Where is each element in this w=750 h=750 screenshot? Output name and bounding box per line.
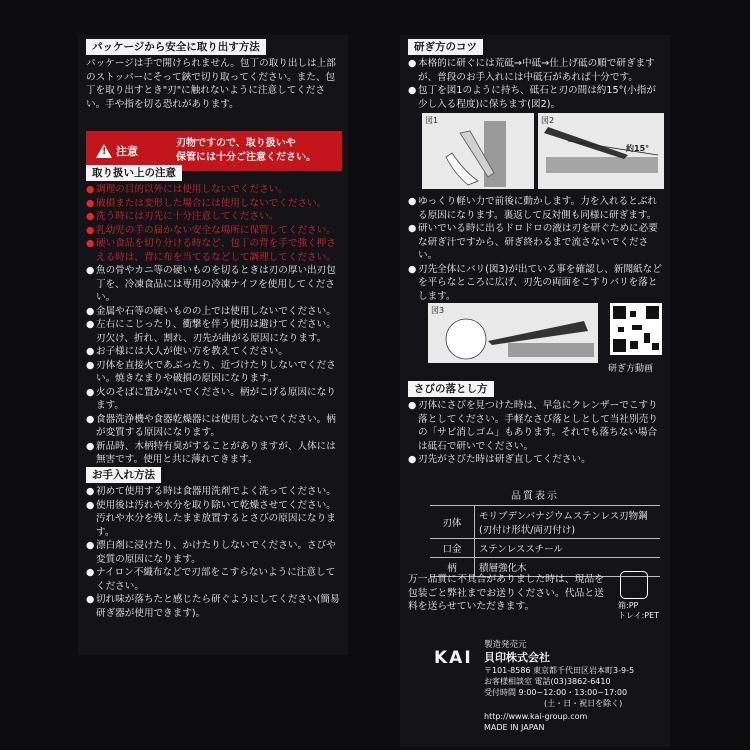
- table-row: 柄 積層強化木: [430, 558, 660, 577]
- list-item: ● 包丁を図1のように持ち、砥石と刃の間は約15°(小指が少し入る程度)に保ちます(図2)。: [408, 85, 656, 110]
- list-item: ● ゆっくり軽い力で前後に動かします。力を入れるとぶれる原因になります。裏返して反対側も同様に研ぎます。: [408, 196, 657, 221]
- list-item: ● お子様には大人が使い方を教えてください。: [86, 346, 288, 357]
- kai-logo: KAI: [434, 648, 473, 668]
- care-section-title: お手入れ方法: [86, 467, 161, 483]
- company-url[interactable]: http://www.kai-group.com: [484, 712, 588, 721]
- package-text: パッケージは手で開けられません。包丁の取り出しは上部のストッパーにそって鋏で切り取ってください。また、包丁を取り出すとき"刃"に触れないように注意してください。手や指を切る恐れがあります。: [86, 58, 336, 110]
- defect-text: 万一品質に不具合がありました時は、現品を包装ごと弊社までお送りください。代品と送料を送らせていただきます。: [408, 574, 604, 612]
- company-info: 〒101-8586 東京都千代田区岩本町3-9-5 お客様相談室 電話(03)3862-6410 受付時間 9:00~12:00・13:00~17:00 (土・日・祝日を除く): [484, 666, 635, 708]
- package-section-title: パッケージから安全に取り出す方法: [86, 39, 266, 55]
- list-item: ● 硬い食品を切り分ける時など、包丁の背を手で強く押さえる時は、背に布を当てるなどして調理してください。: [86, 238, 336, 263]
- list-item: ● ナイロン不織布などで刃部をこすらないように注意してください。: [86, 567, 336, 592]
- rust-list: [408, 399, 664, 467]
- list-item: ● 洗う時には刃先に十分注意してください。: [86, 211, 279, 222]
- list-item: ● 金属や石等の硬いものの上では使用しないでください。: [86, 305, 336, 317]
- qr-caption: 研ぎ方動画: [608, 364, 654, 374]
- left-panel: [78, 35, 348, 655]
- qr-code[interactable]: [610, 303, 662, 355]
- list-item: ● 魚の骨やカニ等の硬いものを切るときは刃の厚い出刃包丁を、冷凍食品には専用の冷凍ナイフを使用してください。: [86, 265, 336, 303]
- sharpen-section-title: 研ぎ方のコツ: [408, 39, 483, 55]
- maker-label: 製造発売元: [484, 640, 527, 650]
- list-item: ● 刃体を直接火であぶったり、近づけたりしないでください。焼きなまりや破損の原因になります。: [86, 359, 336, 384]
- quality-table: [430, 505, 660, 577]
- right-panel: [400, 35, 670, 747]
- list-item: ● 切れ味が落ちたと感じたら研ぐようにしてください(簡易研ぎ器が使用できます)。: [86, 594, 340, 619]
- warning-label: 注意: [116, 145, 138, 158]
- handling-list: [86, 183, 342, 467]
- list-item: ● 使用後は汚れや水分を取り除いて乾燥させてください。汚れや水分を残したまま放置するとさびの原因になります。: [86, 499, 336, 538]
- warning-icon: !: [96, 144, 112, 158]
- care-list: [86, 485, 342, 620]
- figure-2: 図2 約15°: [538, 113, 664, 189]
- hand-knife-illustration: [422, 113, 534, 189]
- list-item: ● 漂白剤に浸けたり、かけたりしないでください。さびや変質の原因になります。: [86, 540, 336, 565]
- sharpen-list: [408, 57, 664, 111]
- recycle-icon: [620, 571, 648, 599]
- list-item: ● 新品時、木柄特有臭がすることがありますが、人体には無害です。使用と共に薄れてきます。: [86, 440, 336, 465]
- figure-3: 図3: [428, 303, 598, 363]
- angle-illustration: [538, 113, 664, 189]
- list-item: ● 調理の目的以外には使用しないでください。: [86, 184, 288, 195]
- list-item: ● 食器洗浄機や食器乾燥器には使用しないでください。柄が変質する原因になります。: [86, 413, 336, 438]
- footer-info: http://www.kai-group.com MADE IN JAPAN: [484, 712, 588, 732]
- list-item: ● 火のそばに置かないでください。柄がこげる原因になります。: [86, 386, 336, 411]
- list-item: ● 刃先がさびた時は研ぎ直してください。: [408, 454, 591, 465]
- company-name: 貝印株式会社: [484, 651, 550, 664]
- list-item: ● 破損または変形した場合には使用しないでください。: [86, 197, 327, 209]
- handling-section-title: 取り扱い上の注意: [86, 165, 182, 181]
- list-item: ● 左右にこじったり、衝撃を伴う使用は避けてください。刃欠け、折れ、割れ、刃先が曲がる原因になります。: [86, 319, 336, 344]
- sharpen-list-2: [408, 195, 664, 303]
- list-item: ● 研いでいる時に出るドロドロの液は刃を研ぐために必要な研ぎ汁ですから、研ぎ終わるまで流さないでください。: [408, 223, 658, 261]
- figure-1: 図1: [422, 113, 534, 189]
- quality-title: 品質表示: [511, 491, 559, 502]
- list-item: ● 刃体にさびを見つけた時は、早急にクレンザーでこすり落としてください。手軽なさび落としとして当社別売りの「サビ消しゴム」もあります。それでも落ちない場合は砥石で研いでください。: [408, 400, 658, 452]
- list-item: ● 乳幼児の手の届かない安全な場所に保管してください。: [86, 224, 336, 236]
- warning-message: 刃物ですので、取り扱いや 保管には十分ご注意ください。: [176, 138, 316, 163]
- table-row: 刃体 モリブデンバナジウムステンレス刃物鋼(刃付け形状/両刃付け): [430, 506, 660, 539]
- list-item: ● 刃先全体にバリ(図3)が出ている事を確認し、新聞紙などを平らなところに広げ、刃先の両面をこすりバリを落とします。: [408, 263, 662, 302]
- burr-illustration: [428, 303, 598, 363]
- recycle-text: 箱:PP トレイ:PET: [618, 601, 660, 620]
- list-item: ● 本格的に研ぐには荒砥→中砥→仕上げ砥の順で研ぎますが、普段のお手入れには中砥石があれば十分です。: [408, 58, 655, 83]
- list-item: ● 初めて使用する時は食器用洗剤でよく洗ってください。: [86, 486, 336, 497]
- rust-section-title: さびの落とし方: [408, 381, 494, 397]
- table-row: 口金 ステンレススチール: [430, 539, 660, 558]
